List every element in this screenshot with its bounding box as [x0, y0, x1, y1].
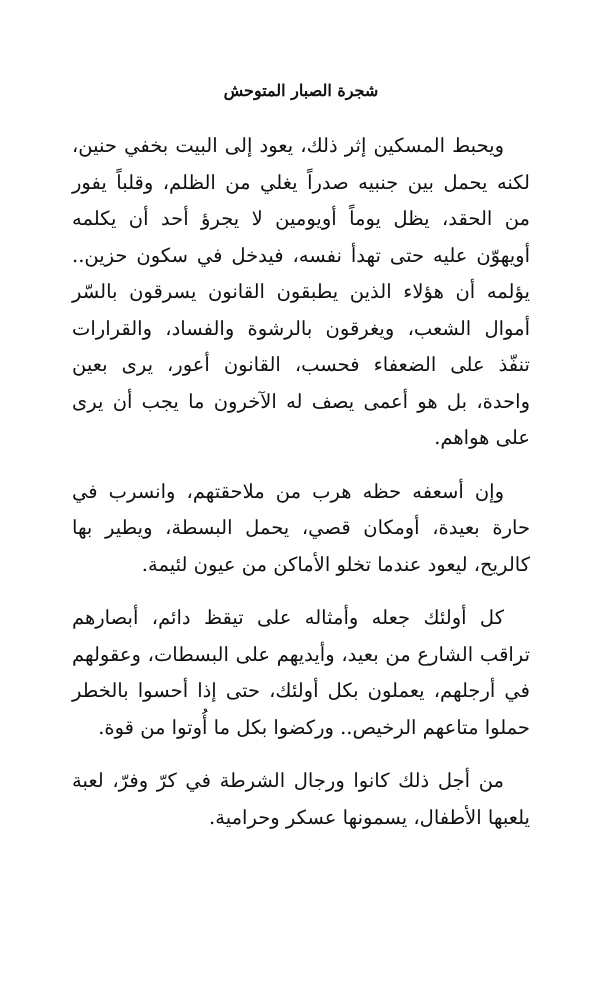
paragraph-4: من أجل ذلك كانوا ورجال الشرطة في كرّ وفرّ، لعبة يلعبها الأطفال، يسمونها عسكر وحرامية.: [72, 769, 530, 829]
chapter-title: شجرة الصبار المتوحش: [223, 81, 379, 100]
paragraph-1: ويحبط المسكين إثر ذلك، يعود إلى البيت بخفي حنين، لكنه يحمل بين جنبيه صدراً يغلي من الظلم، وقلباً يفور من الحقد، يظل يوماً أويومين لا يجرؤ أحد أن يكلمه أويهوّن عليه حتى تهدأ نفسه، فيدخل في سكون حزين.. يؤلمه أن هؤلاء الذين يطبقون القانون يسرقون بالسّر أموال الشعب، ويغرقون بالرشوة والفساد، والقرارات تنفّذ على الضعفاء فحسب، القانون أعور، يرى بعين واحدة، بل هو أعمى يصف له الآخرون ما يجب أن يرى على هواهم.: [72, 134, 530, 449]
paragraph-3: كل أولئك جعله وأمثاله على تيقظ دائم، أبصارهم تراقب الشارع من بعيد، وأيديهم على البسطات، وعقولهم في أرجلهم، يعملون بكل أولئك، حتى إذا أحسوا بالخطر حملوا متاعهم الرخيص.. وركضوا بكل ما أُوتوا من قوة.: [72, 606, 530, 739]
paragraph-2: وإن أسعفه حظه هرب من ملاحقتهم، وانسرب في حارة بعيدة، أومكان قصي، يحمل البسطة، ويطير بها كالريح، ليعود عندما تخلو الأماكن من عيون لئيمة.: [72, 479, 530, 576]
